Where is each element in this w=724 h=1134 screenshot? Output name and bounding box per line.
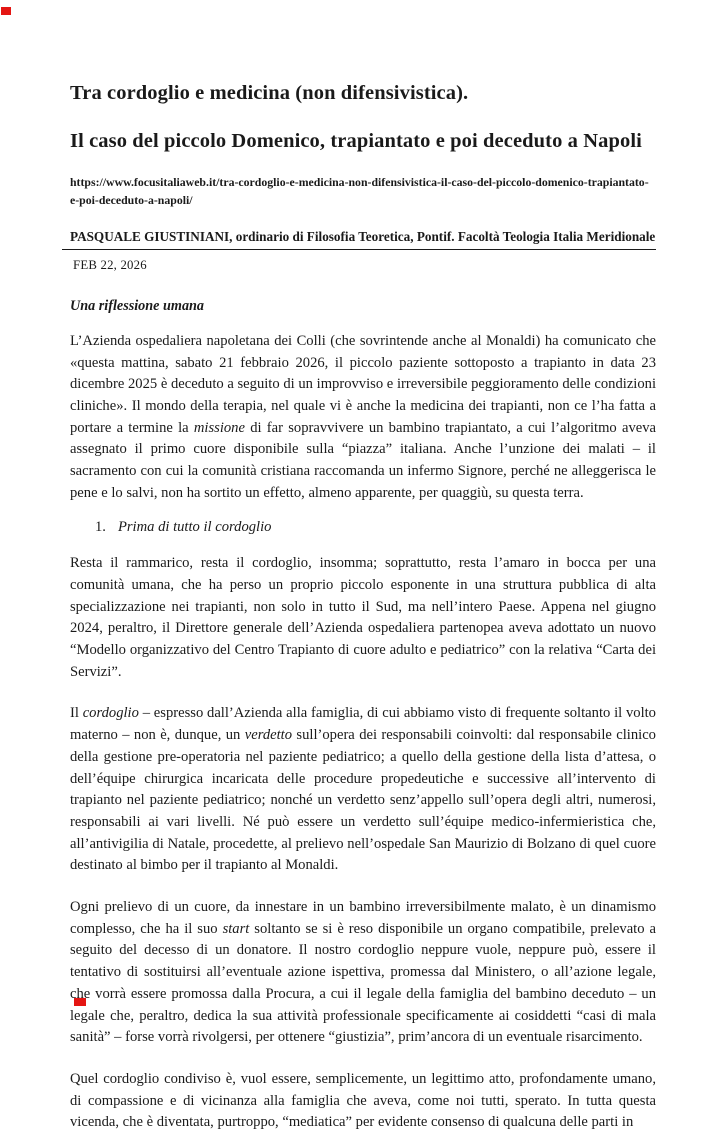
article-subtitle: Il caso del piccolo Domenico, trapiantato e poi deceduto a Napoli	[70, 129, 642, 152]
list-item-number: 1.	[95, 519, 106, 536]
paragraph-1: L’Azienda ospedaliera napoletana dei Colli (che sovrintende anche al Monaldi) ha comunicato che «questa mattina, sabato 21 febbraio 2026, il piccolo paziente sottoposto a trapianto in data 23 dicembre 2025 è deceduto a seguito di un improvviso e irreversibile peggioramento delle condizioni cliniche». Il mondo della terapia, nel quale vi è anche la medicina dei trapianti, non ce l’ha fatta a portare a termine la missione di far sopravvivere un bambino trapiantato, a cui l’algoritmo aveva assegnato il primo cuore disponibile sulla “piazza” italiana. Anche l’unzione dei malati – il sacramento con cui la comunità cristiana raccomanda un infermo Signore, perché ne alleggerisca le pene e lo salvi, non ha sortito un effetto, almeno apparente, per quaggiù, su questa terra.	[70, 332, 656, 501]
red-mark-top-left	[1, 7, 11, 15]
article-byline: PASQUALE GIUSTINIANI, ordinario di Filosofia Teoretica, Pontif. Facoltà Teologia Italia Meridionale	[62, 229, 656, 250]
list-item-text: Prima di tutto il cordoglio	[117, 519, 272, 536]
article-date: FEB 22, 2026	[73, 257, 147, 272]
article-body	[70, 0, 656, 1134]
paragraph-4: Ogni prelievo di un cuore, da innestare in un bambino irreversibilmente malato, è un dinamismo complesso, che ha il suo start soltanto se si è reso disponibile un organo compatibile, prelevato a seguito del decesso di un donatore. Il nostro cordoglio neppure vuole, neppure può, essere il tentativo di sostituirsi all’eventuale azione ispettiva, promessa dal Ministero, o all’azione legale, che vorrà essere promossa dalla Procura, a cui il legale della famiglia del bambino deceduto – un legale che, peraltro, dedica la sua attività professionale specificamente ai cosiddetti “casi di mala sanità” – forse vorrà rivolgersi, per ottenere “giustizia”, prim’ancora di un eventuale risarcimento.	[70, 899, 656, 1046]
numbered-subheading	[70, 517, 656, 539]
paragraph-5: Quel cordoglio condiviso è, vuol essere, semplicemente, un legittimo atto, profondamente umano, di compassione e di vicinanza alla famiglia che aveva, come noi tutti, sperato. In tutta questa vicenda, che è diventata, purtroppo, “mediatica” per evidente consenso di qualcuna delle parti in	[70, 1070, 656, 1131]
paragraph-2: Resta il rammarico, resta il cordoglio, insomma; soprattutto, resta l’amaro in bocca per una comunità umana, che ha perso un proprio piccolo esponente in una struttura pubblica di alta specializzazione nei trapianti, non solo in tutto il Sud, ma nell’intero Paese. Appena nel giugno 2024, peraltro, il Direttore generale dell’Azienda ospedaliera partenopea aveva adottato un nuovo “Modello organizzativo del Centro Trapianto di cuore adulto e pediatrico” con la relativa “Carta dei Servizi”.	[70, 555, 656, 680]
section-heading: Una riflessione umana	[70, 298, 205, 315]
article-title: Tra cordoglio e medicina (non difensivistica).	[70, 82, 469, 104]
article-source-url: https://www.focusitaliaweb.it/tra-cordoglio-e-medicina-non-difensivistica-il-caso-del-piccolo-domenico-trapiantato-e-poi-deceduto-a-napoli/	[70, 175, 649, 208]
paragraph-3: Il cordoglio – espresso dall’Azienda alla famiglia, di cui abbiamo visto di frequente soltanto il volto materno – non è, dunque, un verdetto sull’opera dei responsabili coinvolti: dal responsabile clinico della gestione pre-operatoria nel paziente pediatrico; a quello della gestione della lista d’attesa, o dell’équipe chirurgica incaricata delle procedure propedeutiche e successive all’intervento di trapianto nel paziente pediatrico; nonché un verdetto senz’appello sull’opera degli altri, numerosi, responsabili ai vari livelli. Né può essere un verdetto sull’équipe medico-infermieristica che, all’antivigilia di Natale, procedette, al prelievo nell’ospedale San Maurizio di Bolzano di quel cuore destinato al bimbo per il trapianto al Monaldi.	[70, 705, 656, 874]
